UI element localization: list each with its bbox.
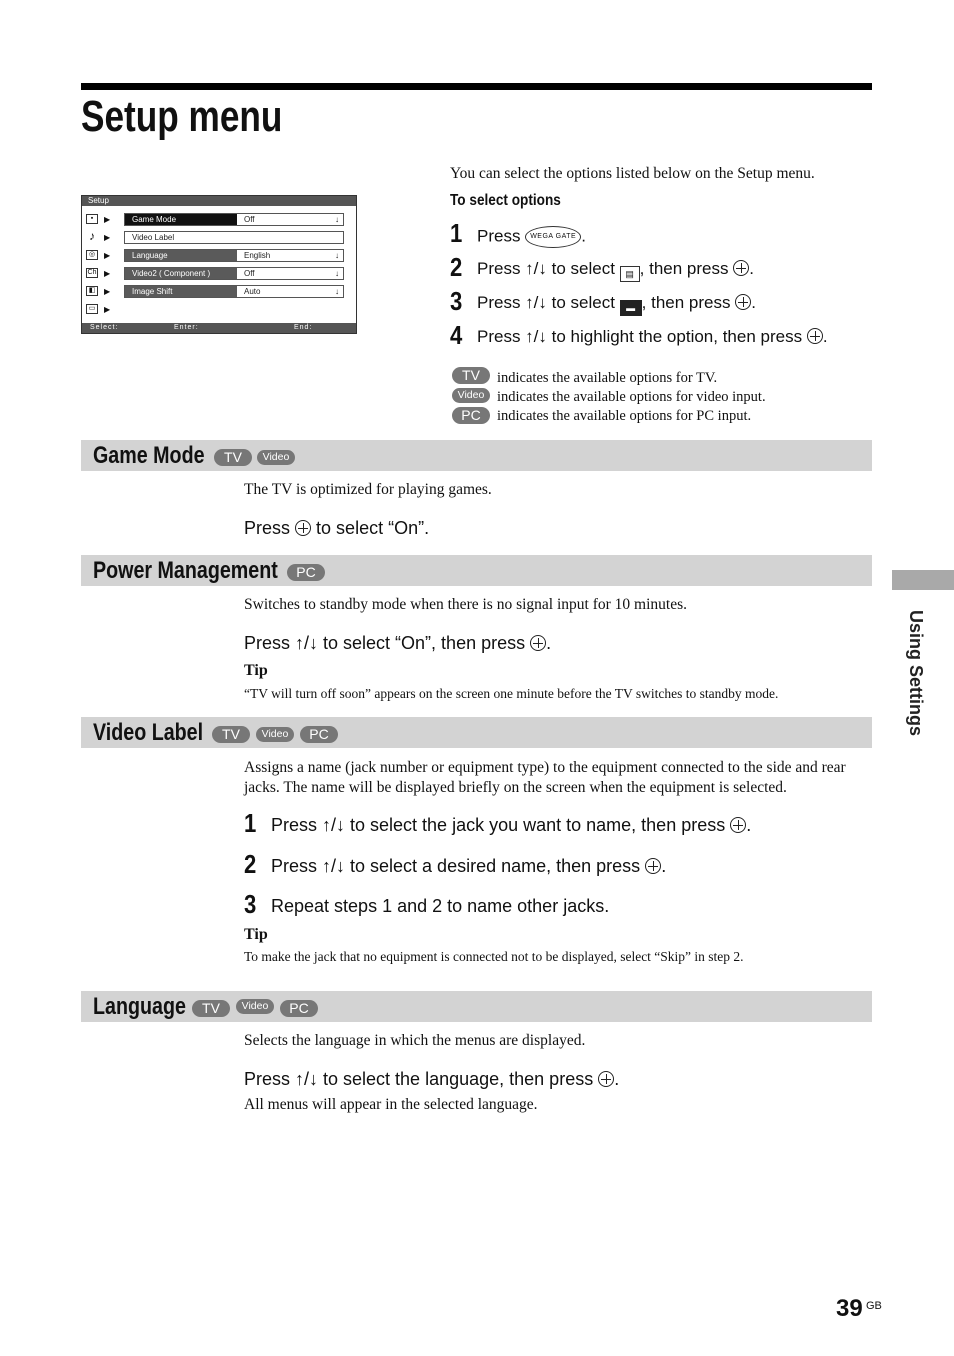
enter-icon [730, 817, 746, 833]
section-bar-video-label [81, 717, 872, 748]
picture-icon: ▪ ▶ [86, 210, 116, 228]
section-title-game-mode: Game Mode [93, 442, 205, 469]
language-description: Selects the language in which the menus are displayed. [244, 1032, 586, 1049]
section-title-video-label: Video Label [93, 719, 204, 746]
game-mode-description: The TV is optimized for playing games. [244, 481, 492, 498]
page-title: Setup menu [81, 92, 283, 141]
side-tab-marker [892, 570, 954, 590]
screen-row-game-mode: Game Mode Off ↓ [124, 213, 344, 226]
power-management-instruction: Press ↑/↓ to select “On”, then press . [244, 633, 552, 653]
video-label-description: Assigns a name (jack number or equipment type) to the equipment connected to the side and rear jacks. The name will be displayed briefly on the screen when the equipment is selected. [244, 759, 846, 796]
video-label-step-2-text: Press ↑/↓ to select a desired name, then press . [271, 856, 667, 876]
step-2-text: Press ↑/↓ to select ▤ , then press . [477, 259, 754, 282]
enter-icon [645, 858, 661, 874]
step-3-number: 3 [450, 286, 463, 316]
indicator-video-text: indicates the available options for video input. [497, 389, 766, 405]
power-management-tip: “TV will turn off soon” appears on the screen one minute before the TV switches to standby mode. [244, 686, 779, 701]
section-title-power-management: Power Management [93, 557, 278, 584]
sound-icon: ♪ ▶ [89, 229, 111, 243]
badge-video: Video [236, 999, 274, 1014]
video-label-step-3-text: Repeat steps 1 and 2 to name other jacks. [271, 896, 610, 916]
indicator-tv-badge: TV [452, 366, 490, 384]
intro-text: You can select the options listed below on the Setup menu. [450, 165, 815, 182]
screen-icon: ◎ ▶ [86, 246, 116, 264]
badge-pc: PC [300, 726, 338, 743]
screen-icon-column [86, 210, 116, 318]
badge-tv: TV [192, 1000, 230, 1017]
section-bar-game-mode [81, 440, 872, 471]
badge-tv: TV [212, 726, 250, 743]
indicator-tv-text: indicates the available options for TV. [497, 370, 718, 386]
setup-icon: ▭ ▶ [86, 300, 116, 318]
enter-icon [733, 260, 749, 276]
screen-row-language: Language English ↓ [124, 249, 344, 262]
power-management-description: Switches to standby mode when there is no signal input for 10 minutes. [244, 596, 687, 613]
step-1-text: Press WEGA GATE . [477, 226, 586, 248]
enter-icon [530, 635, 546, 651]
page-number: 39 [836, 1295, 863, 1322]
screen-row-video2: Video2 ( Component ) Off ↓ [124, 267, 344, 280]
setup-menu-icon: ▤ [620, 266, 640, 282]
indicator-pc-text: indicates the available options for PC input. [497, 408, 752, 424]
section-title-language: Language [93, 993, 186, 1020]
indicator-video-badge: Video [452, 386, 490, 404]
step-2-number: 2 [450, 252, 463, 282]
step-1-number: 1 [450, 218, 463, 248]
top-rule [81, 83, 872, 90]
screen-row-video-label: Video Label [124, 231, 344, 244]
enter-icon [598, 1071, 614, 1087]
badge-video: Video [256, 727, 294, 742]
video-label-tip-label: Tip [244, 926, 268, 943]
screen-header: Setup [82, 196, 356, 206]
indicator-pc-badge: PC [452, 406, 490, 424]
toolbox-icon: ▬ [620, 300, 642, 316]
setup-screen-illustration [81, 195, 357, 334]
to-select-heading: To select options [450, 192, 561, 209]
badge-video: Video [257, 450, 295, 465]
video-label-step-2-number: 2 [244, 849, 257, 879]
step-3-text: Press ↑/↓ to select ▬ , then press . [477, 293, 756, 316]
badge-pc: PC [287, 564, 325, 581]
video-label-step-1-text: Press ↑/↓ to select the jack you want to name, then press . [271, 815, 752, 835]
game-mode-instruction: Press to select “On”. [244, 518, 430, 538]
pip-icon: ◧ ▶ [86, 282, 116, 300]
section-bar-language [81, 991, 872, 1022]
language-note: All menus will appear in the selected language. [244, 1096, 538, 1113]
enter-icon [295, 520, 311, 536]
page-suffix: GB [866, 1300, 882, 1312]
screen-footer: Select: Enter: End: [82, 323, 356, 333]
enter-icon [735, 294, 751, 310]
section-bar-power-management [81, 555, 872, 586]
power-management-tip-label: Tip [244, 662, 268, 679]
language-instruction: Press ↑/↓ to select the language, then press . [244, 1069, 620, 1089]
video-label-tip: To make the jack that no equipment is connected not to be displayed, select “Skip” in step 2. [244, 949, 744, 964]
step-4-number: 4 [450, 320, 463, 350]
channel-icon: Ch ▶ [87, 268, 111, 278]
step-4-text: Press ↑/↓ to highlight the option, then press . [477, 327, 828, 346]
wega-gate-button-icon: WEGA GATE [525, 226, 581, 248]
video-label-step-3-number: 3 [244, 889, 257, 919]
screen-row-image-shift: Image Shift Auto ↓ [124, 285, 344, 298]
badge-pc: PC [280, 1000, 318, 1017]
enter-icon [807, 328, 823, 344]
side-section-label: Using Settings [906, 610, 926, 737]
video-label-step-1-number: 1 [244, 808, 257, 838]
badge-tv: TV [214, 449, 252, 466]
